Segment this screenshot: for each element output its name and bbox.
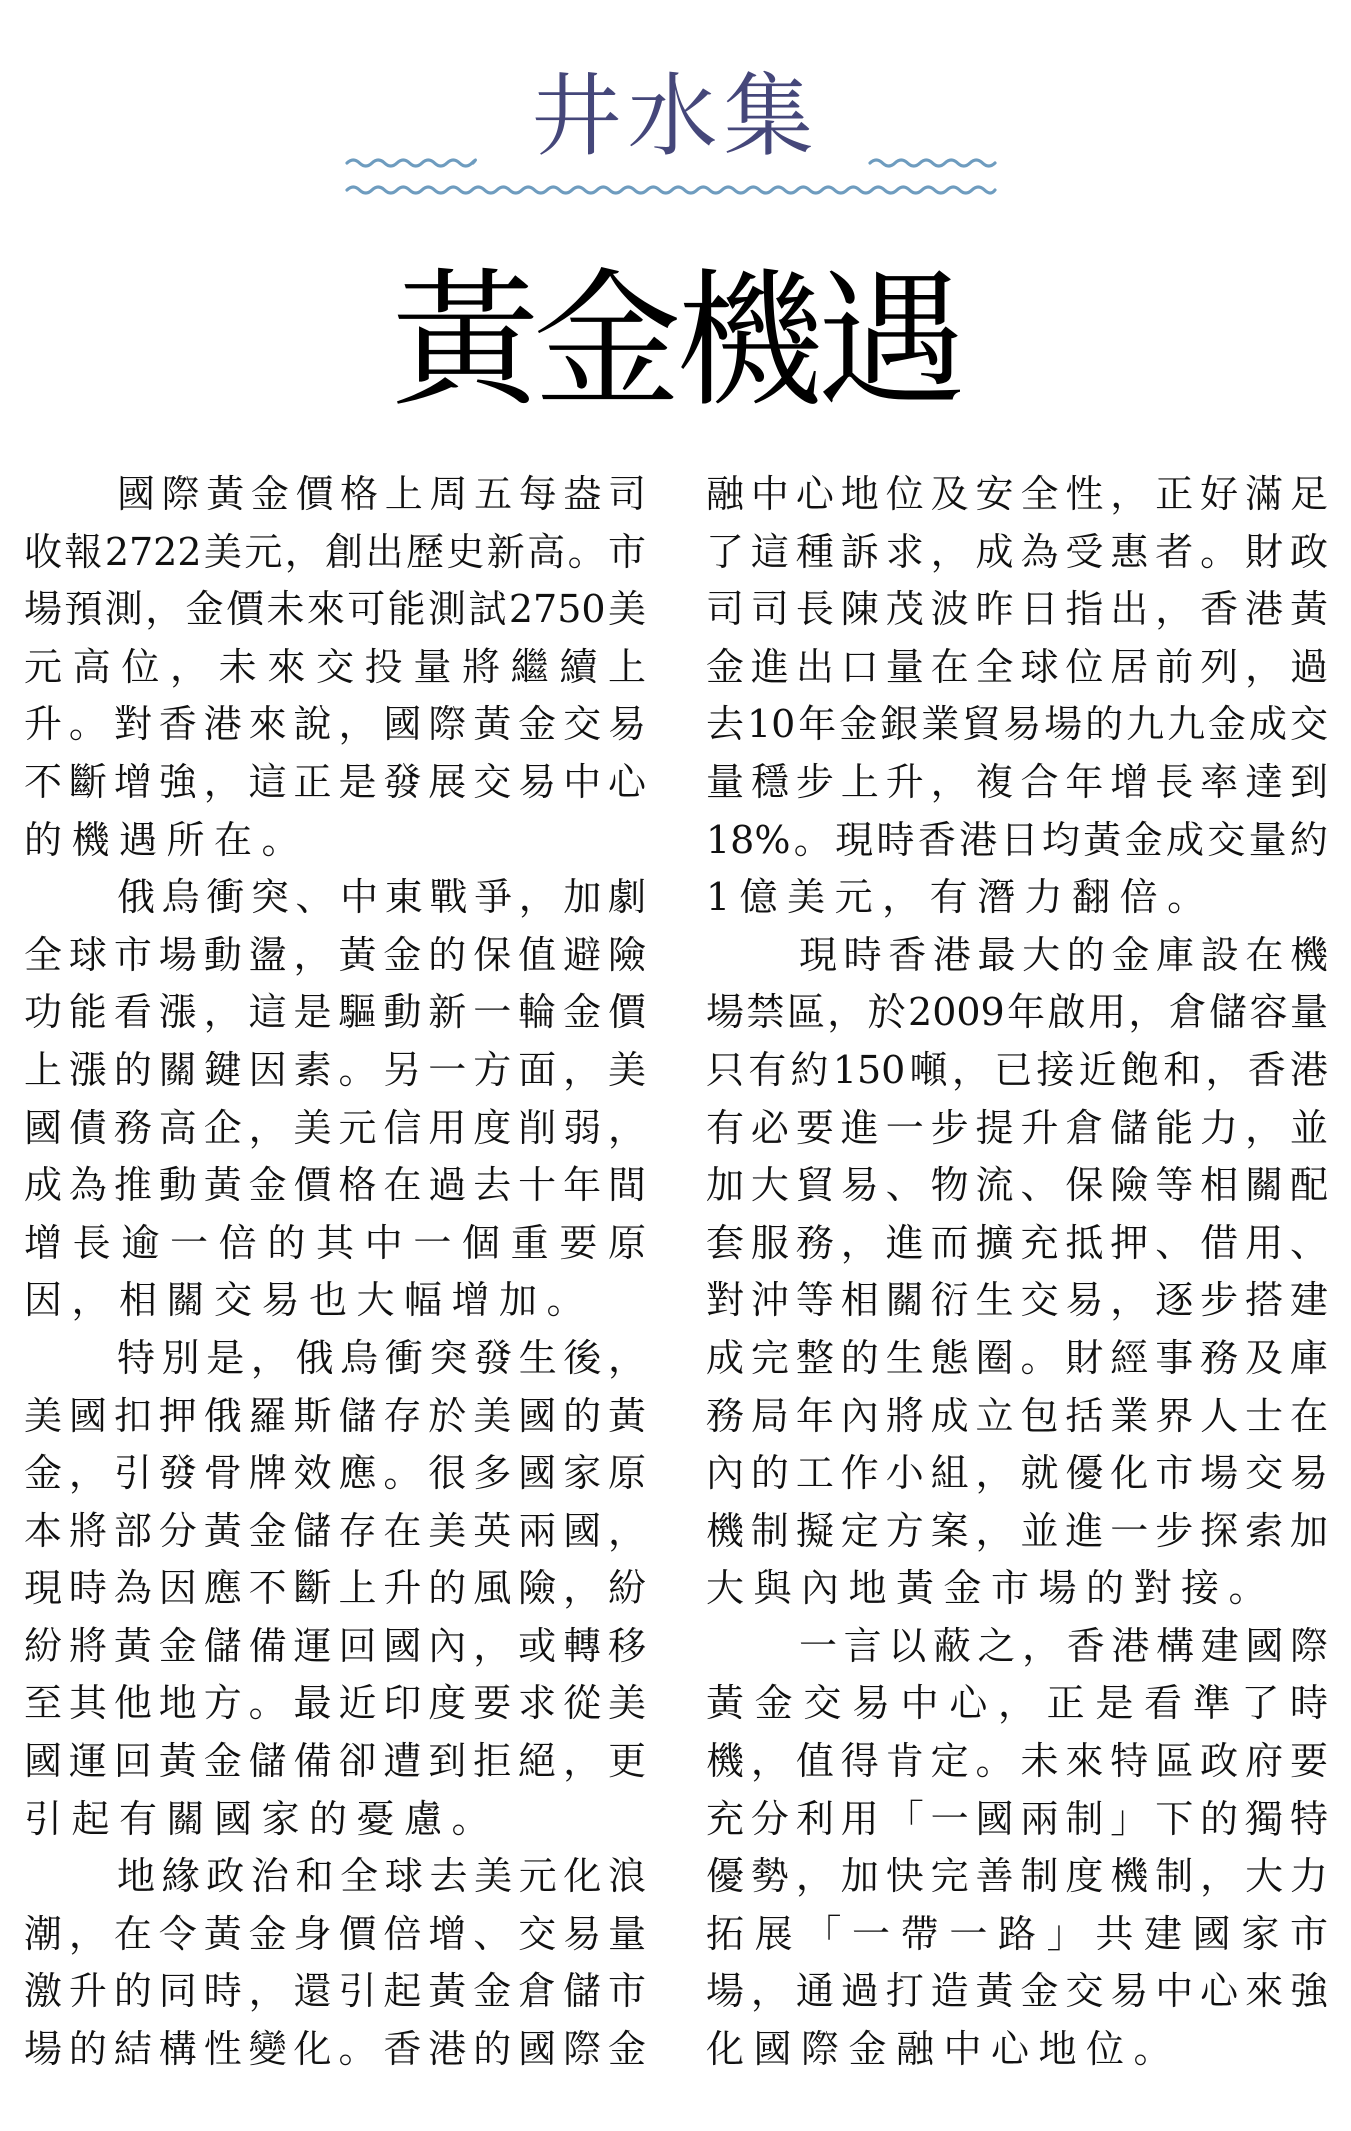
article-line: 充分利用「一國兩制」下的獨特 [706,1796,1328,1841]
article-line: 大與內地黃金市場的對接。 [706,1566,1277,1611]
wave-decoration [0,150,1351,210]
article-line: 司司長陳茂波昨日指出，香港黃 [706,587,1328,632]
article-line: 激升的同時，還引起黃金倉儲市 [24,1969,646,2014]
article-line: 成為推動黃金價格在過去十年間 [24,1163,646,1208]
article-line: 因，相關交易也大幅增加。 [24,1278,595,1323]
article-line: 務局年內將成立包括業界人士在 [706,1393,1328,1438]
article-line: 機，值得肯定。未來特區政府要 [706,1739,1328,1784]
article-line: 引起有關國家的憂慮。 [24,1796,500,1841]
article-line: 一言以蔽之，香港構建國際 [799,1623,1328,1668]
article-line: 全球市場動盪，黃金的保值避險 [24,932,646,977]
article-column-left [24,466,646,2079]
article-line: 加大貿易、物流、保險等相關配 [706,1163,1328,1208]
wave-line-bottom [347,187,995,193]
article-line: 國際黃金價格上周五每盎司 [117,472,646,516]
article-line: 俄烏衝突、中東戰爭，加劇 [117,875,646,920]
article-line: 金進出口量在全球位居前列，過 [706,644,1328,689]
wave-line-top-left [347,160,475,166]
article-line: 金，引發骨牌效應。很多國家原 [24,1451,646,1496]
article-line: 了這種訴求，成為受惠者。財政 [706,529,1328,574]
article-line: 場預測，金價未來可能測試2750美 [24,587,646,632]
article-line: 上漲的關鍵因素。另一方面，美 [24,1047,646,1092]
article-line: 機制擬定方案，並進一步探索加 [706,1508,1328,1553]
article-line: 套服務，進而擴充抵押、借用、 [706,1220,1328,1265]
article-line: 現時香港最大的金庫設在機 [799,932,1328,977]
article-line: 對沖等相關衍生交易，逐步搭建 [706,1278,1328,1323]
article-line: 現時為因應不斷上升的風險，紛 [24,1566,646,1611]
article-line: 特別是，俄烏衝突發生後， [117,1335,646,1380]
article-line: 有必要進一步提升倉儲能力，並 [706,1105,1328,1150]
article-line: 只有約150噸，已接近飽和，香港 [706,1047,1328,1092]
article-line: 至其他地方。最近印度要求從美 [24,1681,646,1726]
article-line: 成完整的生態圈。財經事務及庫 [706,1335,1328,1380]
article-line: 18%。現時香港日均黃金成交量約 [706,817,1328,862]
column-name: 井水集 [531,64,820,169]
article-line: 融中心地位及安全性，正好滿足 [706,472,1328,516]
article-line: 不斷增強，這正是發展交易中心 [24,759,646,804]
article-line: 優勢，加快完善制度機制，大力 [706,1854,1328,1899]
article-line: 量穩步上升，複合年增長率達到 [706,759,1328,804]
article-line: 地緣政治和全球去美元化浪 [117,1854,646,1899]
article-line: 場禁區，於2009年啟用，倉儲容量 [706,990,1328,1035]
article-line: 美國扣押俄羅斯儲存於美國的黃 [24,1393,646,1438]
article-line: 增長逾一倍的其中一個重要原 [24,1220,646,1265]
article-line: 國運回黃金儲備卻遭到拒絕，更 [24,1739,646,1784]
article-line: 的機遇所在。 [24,817,310,862]
article-column-right [706,466,1328,2079]
article-line: 1億美元，有潛力翻倍。 [706,875,1215,920]
article-line: 元高位，未來交投量將繼續上 [24,644,646,689]
article-line: 化國際金融中心地位。 [706,2027,1182,2072]
article-line: 內的工作小組，就優化市場交易 [706,1451,1328,1496]
headline: 黃金機遇 [391,255,960,427]
article-line: 黃金交易中心，正是看準了時 [706,1681,1328,1726]
article-line: 升。對香港來說，國際黃金交易 [24,702,646,747]
article-line: 場的結構性變化。香港的國際金 [24,2027,646,2072]
article-line: 潮，在令黃金身價倍增、交易量 [24,1911,646,1956]
article-line: 場，通過打造黃金交易中心來強 [706,1969,1328,2014]
article-line: 國債務高企，美元信用度削弱， [24,1105,646,1150]
article-line: 紛將黃金儲備運回國內，或轉移 [24,1623,646,1668]
article-line: 收報2722美元，創出歷史新高。市 [24,529,646,574]
article-line: 拓展「一帶一路」共建國家市 [706,1911,1328,1956]
article-line: 功能看漲，這是驅動新一輪金價 [24,990,646,1035]
article-line: 去10年金銀業貿易場的九九金成交 [706,702,1328,747]
article-line: 本將部分黃金儲存在美英兩國， [24,1508,646,1553]
wave-line-top-right [870,160,995,166]
